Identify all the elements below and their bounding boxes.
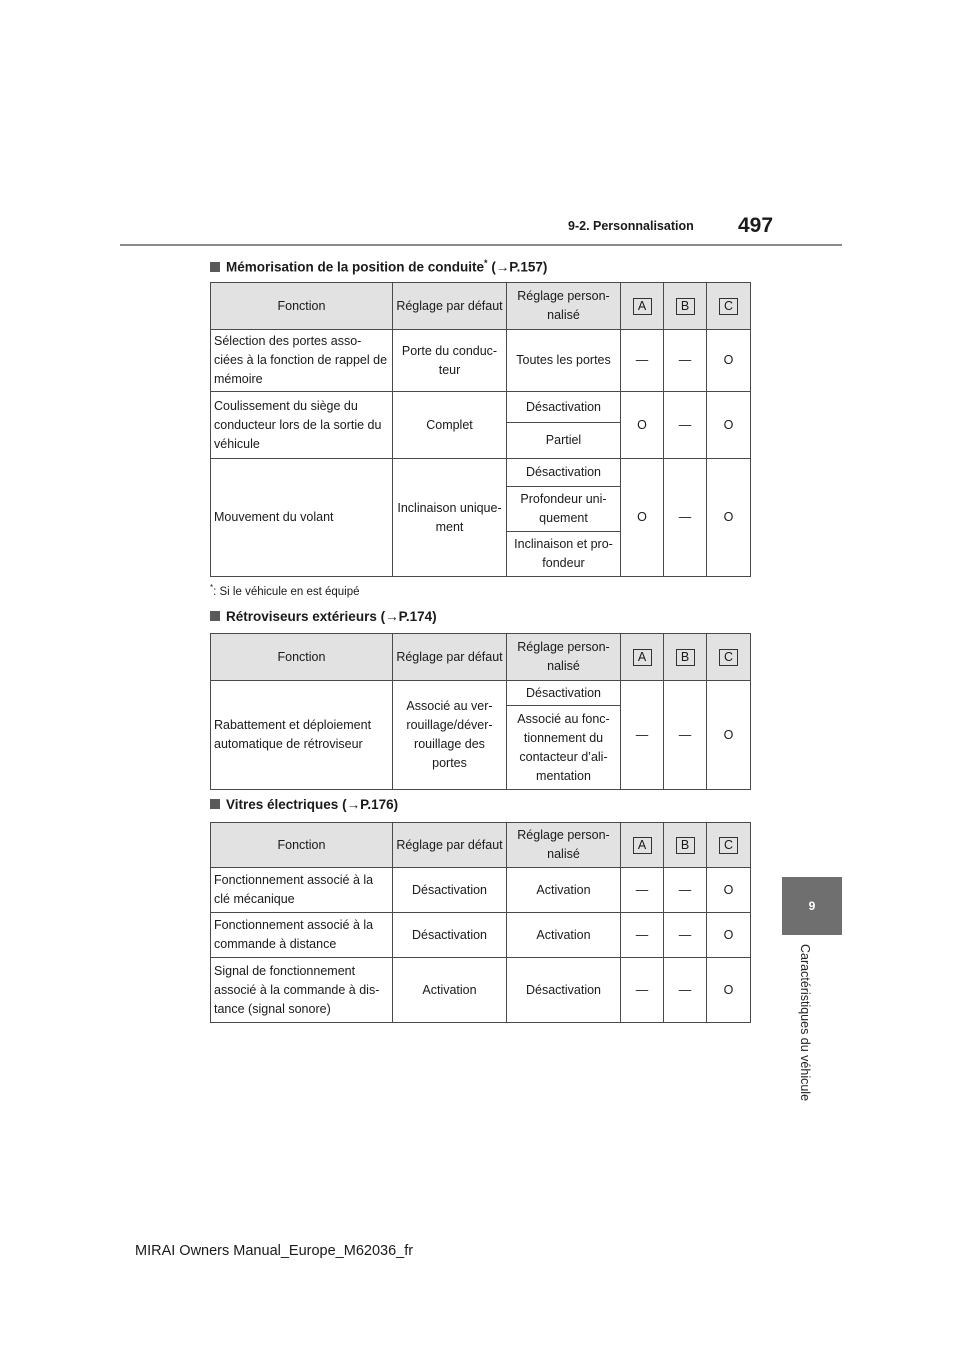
col-c	[707, 283, 751, 330]
cell-b: —	[664, 681, 707, 790]
table-retroviseurs	[210, 633, 751, 790]
section-header: 9-2. Personnalisation	[568, 219, 694, 233]
box-c: C	[719, 837, 738, 854]
page-number: 497	[738, 214, 774, 237]
section-title-retroviseurs	[210, 609, 437, 624]
cell-personnalise: Toutes les portes	[507, 330, 621, 392]
col-fonction: Fonction	[211, 283, 393, 330]
table-row	[211, 868, 751, 913]
cell-a: O	[621, 392, 664, 459]
cell-fonction: Coulissement du siège du conducteur lors de la sortie du véhicule	[211, 392, 393, 459]
col-personnalise: Réglage person-nalisé	[507, 634, 621, 681]
table-vitres	[210, 822, 751, 1023]
col-b	[664, 634, 707, 681]
table-row	[211, 330, 751, 392]
col-b	[664, 823, 707, 868]
box-a: A	[633, 649, 652, 666]
table-row	[211, 681, 751, 706]
cell-personnalise: Inclinaison et pro-fondeur	[507, 532, 621, 577]
section-title-text: Rétroviseurs extérieurs	[226, 609, 377, 624]
cell-c: O	[707, 681, 751, 790]
cell-personnalise: Désactivation	[507, 392, 621, 423]
col-defaut: Réglage par défaut	[393, 823, 507, 868]
page-reference: (→P.176)	[342, 797, 399, 812]
cell-personnalise: Associé au fonc-tionnement du contacteur d’ali-mentation	[507, 706, 621, 790]
col-a	[621, 634, 664, 681]
box-a: A	[633, 298, 652, 315]
cell-defaut: Désactivation	[393, 913, 507, 958]
cell-c: O	[707, 958, 751, 1023]
asterisk: *	[484, 258, 488, 268]
col-defaut: Réglage par défaut	[393, 634, 507, 681]
box-a: A	[633, 837, 652, 854]
cell-personnalise: Activation	[507, 868, 621, 913]
chapter-tab	[782, 877, 842, 935]
table-memorisation	[210, 282, 751, 577]
section-title-memorisation	[210, 258, 547, 275]
cell-b: —	[664, 330, 707, 392]
cell-defaut: Complet	[393, 392, 507, 459]
cell-defaut: Activation	[393, 958, 507, 1023]
cell-fonction: Fonctionnement associé à la commande à distance	[211, 913, 393, 958]
footer-text: MIRAI Owners Manual_Europe_M62036_fr	[135, 1243, 414, 1259]
section-title-text: Mémorisation de la position de conduite	[226, 259, 485, 275]
footnote-text: : Si le véhicule en est équipé	[213, 585, 360, 598]
cell-c: O	[707, 392, 751, 459]
cell-c: O	[707, 913, 751, 958]
cell-b: —	[664, 958, 707, 1023]
cell-a: —	[621, 913, 664, 958]
cell-personnalise: Partiel	[507, 423, 621, 459]
table-header-row	[211, 634, 751, 681]
cell-defaut: Porte du conduc-teur	[393, 330, 507, 392]
footnote	[210, 583, 360, 598]
cell-b: —	[664, 913, 707, 958]
chapter-number: 9	[808, 899, 816, 913]
cell-defaut: Associé au ver-rouillage/déver-rouillage des portes	[393, 681, 507, 790]
table-row	[211, 958, 751, 1023]
col-a	[621, 283, 664, 330]
cell-defaut: Désactivation	[393, 868, 507, 913]
col-b	[664, 283, 707, 330]
cell-personnalise: Désactivation	[507, 958, 621, 1023]
col-defaut: Réglage par défaut	[393, 283, 507, 330]
col-c	[707, 823, 751, 868]
bullet-square-icon	[210, 611, 220, 621]
cell-fonction: Sélection des portes asso-ciées à la fonction de rappel de mémoire	[211, 330, 393, 392]
cell-personnalise: Désactivation	[507, 459, 621, 487]
cell-fonction: Mouvement du volant	[211, 459, 393, 577]
cell-b: —	[664, 459, 707, 577]
cell-personnalise: Désactivation	[507, 681, 621, 706]
cell-a: —	[621, 330, 664, 392]
page-reference: (→P.174)	[380, 609, 437, 624]
cell-a: O	[621, 459, 664, 577]
bullet-square-icon	[210, 799, 220, 809]
box-c: C	[719, 649, 738, 666]
cell-c: O	[707, 868, 751, 913]
cell-defaut: Inclinaison unique-ment	[393, 459, 507, 577]
col-fonction: Fonction	[211, 823, 393, 868]
bullet-square-icon	[210, 262, 220, 272]
section-title-text: Vitres électriques	[226, 797, 339, 812]
cell-personnalise: Activation	[507, 913, 621, 958]
cell-fonction: Rabattement et déploiement automatique de rétroviseur	[211, 681, 393, 790]
col-personnalise: Réglage person-nalisé	[507, 823, 621, 868]
col-fonction: Fonction	[211, 634, 393, 681]
cell-fonction: Fonctionnement associé à la clé mécanique	[211, 868, 393, 913]
cell-a: —	[621, 681, 664, 790]
table-row	[211, 392, 751, 423]
col-a	[621, 823, 664, 868]
box-b: B	[676, 837, 695, 854]
box-b: B	[676, 649, 695, 666]
box-c: C	[719, 298, 738, 315]
table-header-row	[211, 283, 751, 330]
page-reference: (→P.157)	[491, 259, 548, 275]
table-row	[211, 459, 751, 487]
box-b: B	[676, 298, 695, 315]
cell-c: O	[707, 330, 751, 392]
section-title-vitres	[210, 797, 398, 812]
cell-c: O	[707, 459, 751, 577]
col-personnalise: Réglage person-nalisé	[507, 283, 621, 330]
table-row	[211, 913, 751, 958]
cell-b: —	[664, 392, 707, 459]
header-rule	[120, 244, 842, 246]
table-header-row	[211, 823, 751, 868]
cell-fonction: Signal de fonctionnement associé à la commande à dis-tance (signal sonore)	[211, 958, 393, 1023]
cell-b: —	[664, 868, 707, 913]
col-c	[707, 634, 751, 681]
footnote-asterisk: *	[210, 583, 214, 592]
chapter-title: Caractéristiques du véhicule	[798, 944, 812, 1102]
cell-a: —	[621, 868, 664, 913]
cell-personnalise: Profondeur uni-quement	[507, 487, 621, 532]
cell-a: —	[621, 958, 664, 1023]
